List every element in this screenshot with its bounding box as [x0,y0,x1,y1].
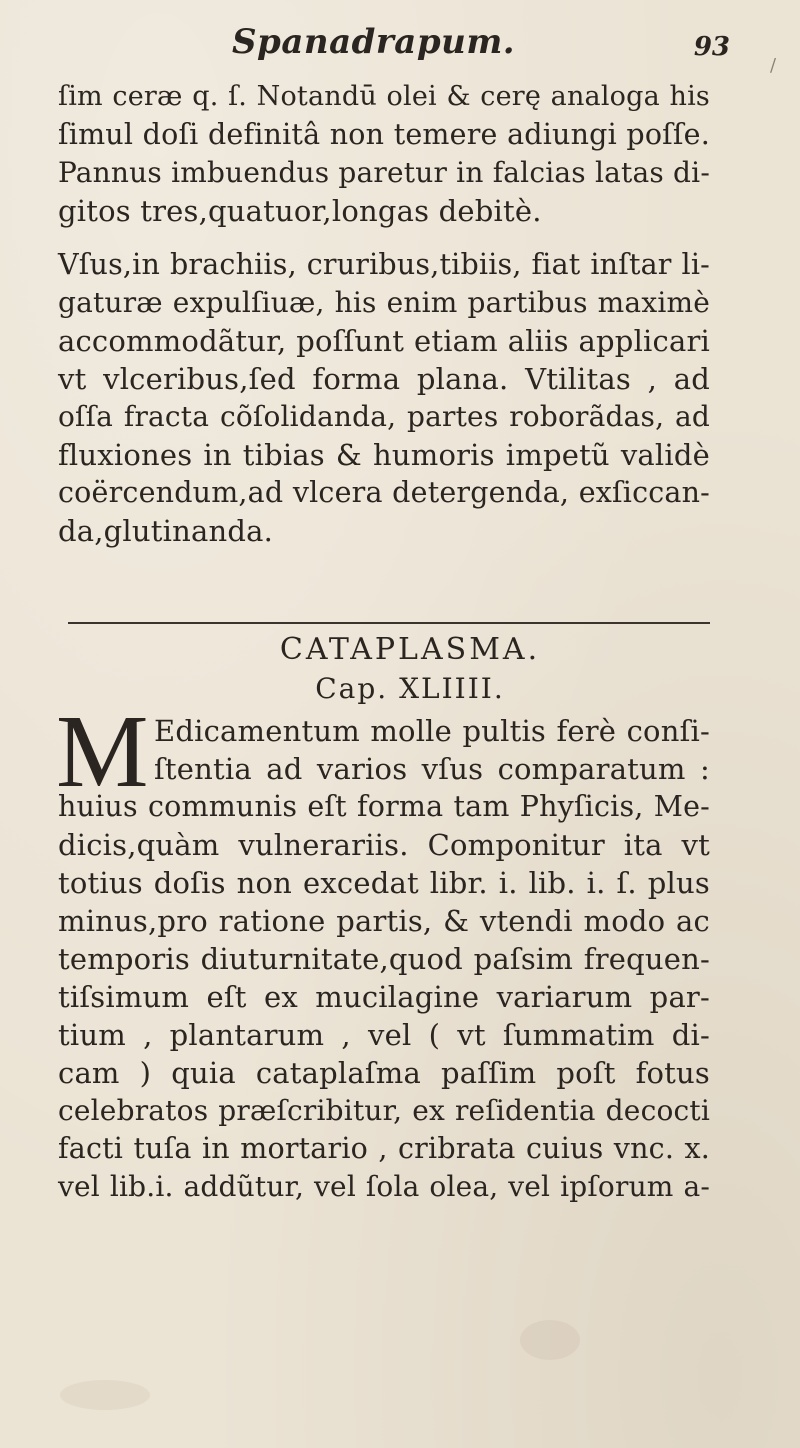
text-line: cam ) quia cataplaſma paſſim poſt fotus [58,1056,710,1090]
text-line: ſim ceræ q. ſ. Notandū olei & cerę analoga his [58,81,710,112]
drop-cap: M [56,694,149,809]
text-line: tiſsimum eſt ex mucilagine variarum par- [58,980,710,1014]
text-line: ſimul doſi definitâ non temere adiungi poſſe. [58,118,710,151]
paper-stain [520,1320,580,1360]
paper-stain [60,1380,150,1410]
text-line: celebratos præſcribitur, ex reſidentia decocti [58,1094,710,1127]
text-line: facti tuſa in mortario , cribrata cuius vnc. x. [58,1132,710,1165]
text-line: da,glutinanda. [58,514,274,548]
running-title: Spanadrapum. [232,22,516,62]
chapter-label: Cap. XLIIII. [315,672,505,705]
text-line: temporis diuturnitate,quod paſsim frequen- [58,942,710,976]
text-line: coërcendum,ad vlcera detergenda, exſiccan- [58,476,710,509]
text-line: gaturæ expulſiuæ, his enim partibus maximè [58,286,710,319]
page-header [60,22,730,72]
text-line: ſtentia ad varios vſus comparatum : [154,752,710,786]
text-line: huius communis eſt forma tam Phyſicis, Me- [58,790,710,823]
section-divider [68,622,710,624]
text-line: vel lib.i. addũtur, vel ſola olea, vel ipſorum a- [58,1170,710,1203]
text-line: dicis,quàm vulnerariis. Componitur ita vt [58,828,710,862]
page-number: 93 [693,32,730,62]
text-line: accommodãtur, poſſunt etiam aliis applicari [58,324,710,358]
text-line: vt vlceribus,ſed forma plana. Vtilitas , ad [58,362,710,396]
text-line: totius doſis non excedat libr. i. lib. i. ſ. plus [58,866,710,900]
section-title: CATAPLASMA. [279,632,541,667]
text-line: minus,pro ratione partis, & vtendi modo ac [58,904,710,938]
text-line: Pannus imbuendus paretur in falcias latas di- [58,156,710,189]
text-line: fluxiones in tibias & humoris impetũ validè [58,438,710,472]
text-line: Edicamentum molle pultis ferè conſi- [154,714,710,748]
text-line: tium , plantarum , vel ( vt ſummatim di- [58,1018,710,1052]
text-line: gitos tres,quatuor,longas debitè. [58,194,542,228]
margin-mark: / [770,55,777,76]
text-line: oſſa fracta cõſolidanda, partes roborãdas, ad [58,400,710,433]
text-line: Vſus,in brachiis, cruribus,tibiis, fiat inſtar li- [58,248,710,281]
